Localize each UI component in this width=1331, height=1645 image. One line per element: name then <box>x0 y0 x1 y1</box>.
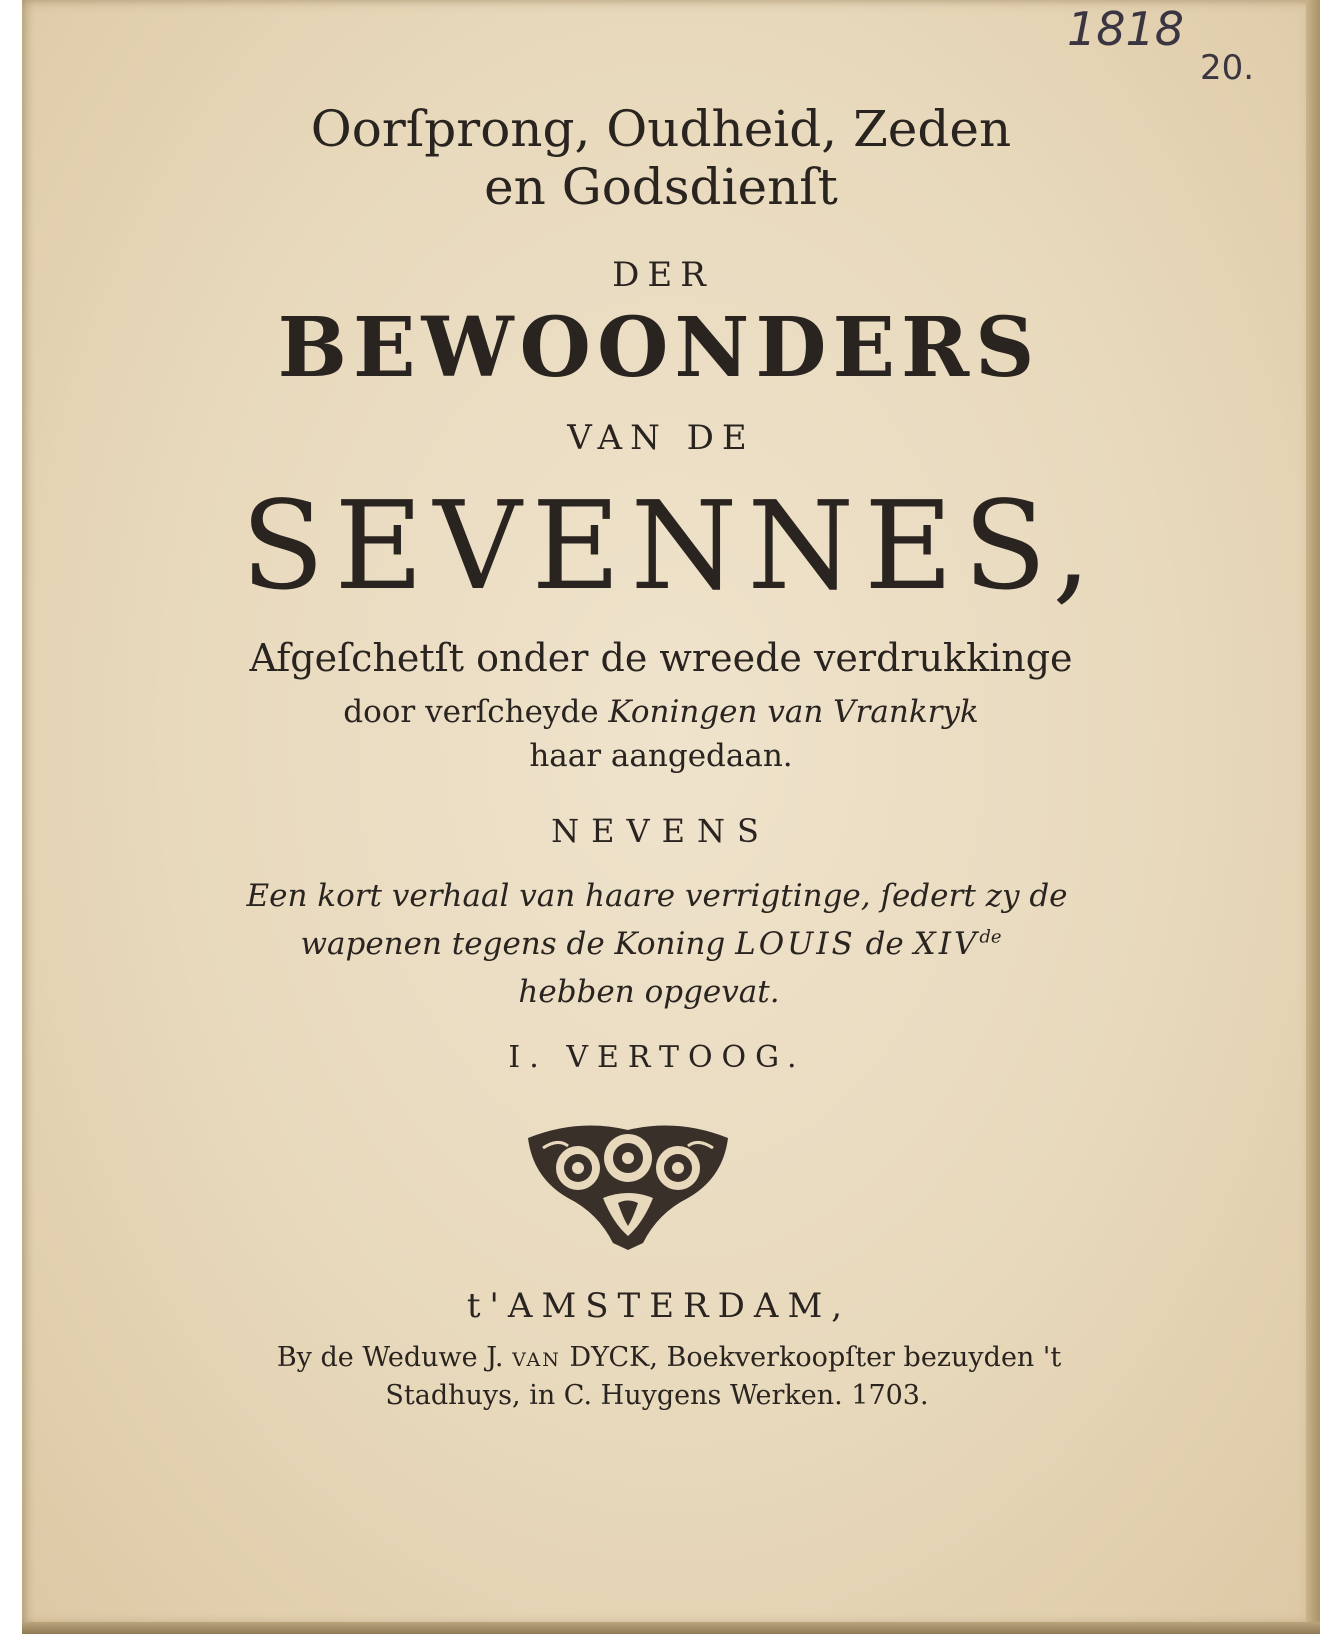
imprint-van: van <box>512 1342 561 1373</box>
subtitle-line-2-italic: Koningen van Vrankryk <box>608 694 979 730</box>
description-line-2 <box>2 926 1300 962</box>
imprint-line-1-a: By de Weduwe J. <box>276 1342 504 1373</box>
page-edge <box>1306 0 1320 1630</box>
description-xiv: XIV <box>913 926 980 962</box>
description-louis: LOUIS <box>735 926 856 962</box>
page-bottom-edge <box>22 1622 1320 1634</box>
title-der: DER <box>612 255 714 295</box>
title-van-de: VAN DE <box>567 418 755 458</box>
handwritten-shelf-mark: 1818 <box>1067 2 1185 56</box>
description-line-2-a: wapenen tegens de Koning <box>300 926 726 962</box>
subtitle-line-3: haar aangedaan. <box>529 738 793 774</box>
imprint-line-1-c: DYCK, Boekverkoopſter bezuyden 't <box>569 1342 1062 1373</box>
imprint-city: t'AMSTERDAM, <box>466 1286 852 1326</box>
floral-woodcut-ornament-icon <box>518 1118 738 1250</box>
vertoog-heading: I. VERTOOG. <box>508 1040 806 1075</box>
handwritten-page-number: 20. <box>1200 48 1255 88</box>
description-line-3: hebben opgevat. <box>518 974 780 1010</box>
description-line-1: Een kort verhaal van haare verrigtinge, ſedert zy de <box>246 878 1068 914</box>
imprint-line-1 <box>20 1342 1318 1373</box>
title-bewoonders: BEWOONDERS <box>277 300 1041 396</box>
title-page <box>22 0 1320 1630</box>
description-superscript: de <box>979 926 1002 948</box>
imprint-line-2: Stadhuys, in C. Huygens Werken. 1703. <box>385 1380 929 1411</box>
nevens-heading: NEVENS <box>551 812 771 850</box>
subtitle-line-1: Afgeſchetſt onder de wreede verdrukkinge <box>249 636 1073 680</box>
title-line-2: en Godsdienſt <box>484 158 838 216</box>
title-line-1: Oorſprong, Oudheid, Zeden <box>310 100 1012 158</box>
subtitle-line-2-plain: door verſcheyde <box>343 694 599 730</box>
subtitle-line-2 <box>12 694 1310 730</box>
title-sevennes: SEVENNES, <box>240 475 1102 617</box>
description-line-2-c: de <box>865 926 904 962</box>
